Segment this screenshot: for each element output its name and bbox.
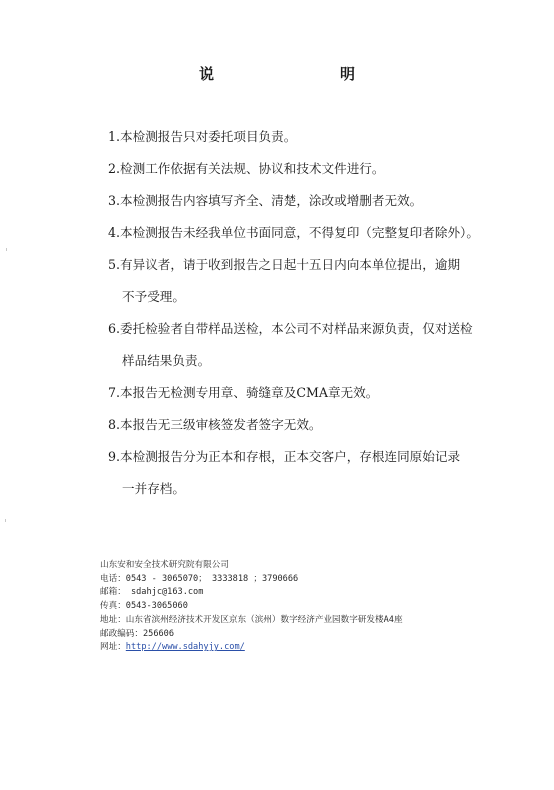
note-line: 5.有异议者，请于收到报告之日起十五日内向本单位提出，逾期 (108, 257, 461, 272)
notes-list (108, 121, 508, 505)
website-link[interactable]: http://www.sdahyjy.com/ (125, 642, 245, 653)
note-item-8 (108, 409, 508, 441)
note-line: 4.本检测报告未经我单位书面同意，不得复印（完整复印者除外）。 (108, 225, 479, 240)
address-line: 地址：山东省滨州经济技术开发区京东（滨州）数字经济产业园数字研发楼A4座 (100, 614, 403, 625)
note-item-5 (108, 249, 508, 313)
note-line-continued: 样品结果负责。 (122, 353, 211, 368)
page-title: 说 明 (198, 65, 387, 83)
note-line-continued: 一并存档。 (122, 481, 185, 496)
email-line: 邮箱： sdahjc@163.com (100, 587, 204, 598)
note-item-7 (108, 377, 508, 409)
scan-speck (5, 519, 6, 522)
note-item-6 (108, 313, 508, 377)
note-line: 8.本报告无三级审核签发者签字无效。 (108, 417, 322, 432)
note-item-9 (108, 441, 508, 505)
scan-speck (6, 248, 7, 251)
website-line (100, 641, 520, 655)
fax-line: 传真：0543-3065060 (100, 601, 188, 612)
phone-line: 电话：0543 - 3065070； 3333818 ；3790666 (100, 573, 299, 584)
note-line: 1.本检测报告只对委托项目负责。 (108, 129, 297, 144)
website-label: 网址： (100, 642, 126, 653)
company-name: 山东安和安全技术研究院有限公司 (100, 560, 229, 570)
note-line: 7.本报告无检测专用章、骑缝章及CMA章无效。 (108, 385, 379, 400)
postcode-line: 邮政编码：256606 (100, 628, 175, 639)
note-line: 3.本检测报告内容填写齐全、清楚，涂改或增删者无效。 (108, 193, 423, 208)
note-item-4 (108, 217, 508, 249)
note-item-3 (108, 185, 508, 217)
note-item-1 (108, 121, 508, 153)
contact-info (100, 559, 520, 655)
note-line: 2.检测工作依据有关法规、协议和技术文件进行。 (108, 161, 385, 176)
note-item-2 (108, 153, 508, 185)
note-line-continued: 不予受理。 (122, 289, 185, 304)
note-line: 9.本检测报告分为正本和存根，正本交客户，存根连同原始记录 (108, 449, 461, 464)
note-line: 6.委托检验者自带样品送检，本公司不对样品来源负责，仅对送检 (108, 321, 473, 336)
